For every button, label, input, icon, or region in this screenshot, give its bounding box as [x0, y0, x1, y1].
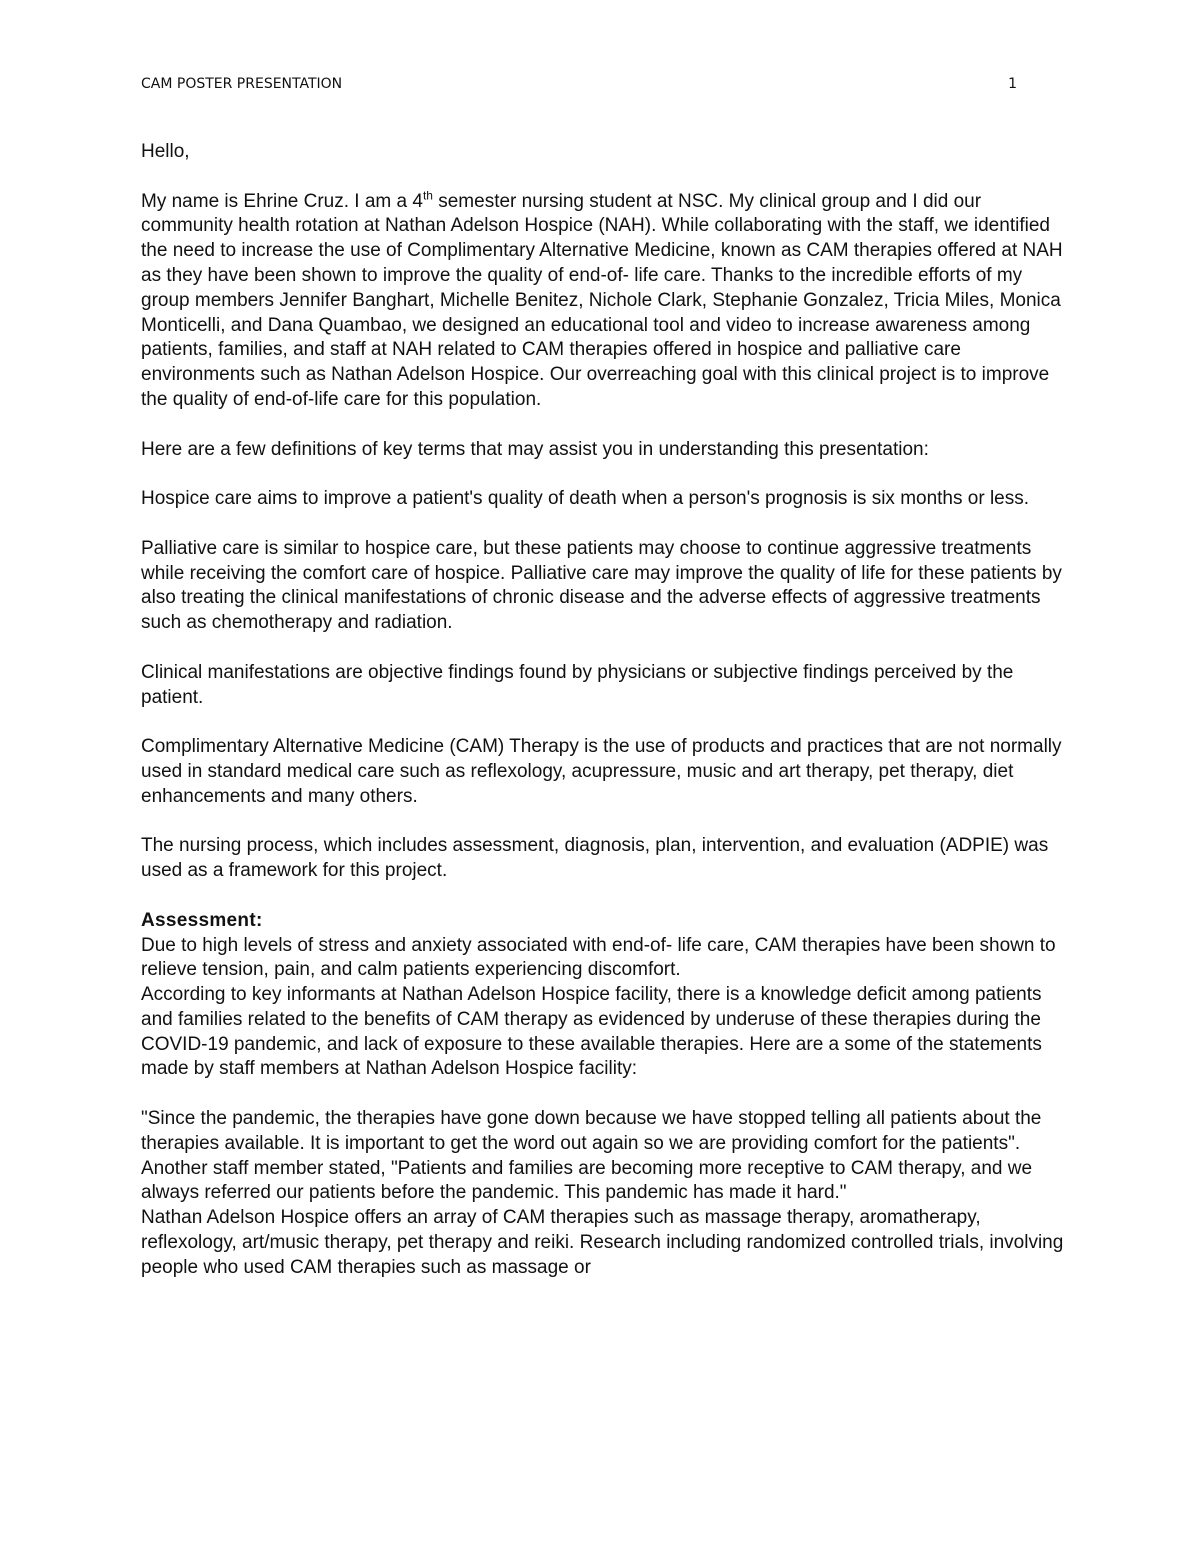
intro-text-2: semester nursing student at NSC. My clinical group and I did our community health rotation at Nathan Adelson Hospice (NAH). While collaborating with the staff, we identified the need to increase the use of Complimentary Alternative Medicine, known as CAM therapies offered at NAH as they have been shown to improve the quality of end-of- life care. Thanks to the incredible efforts of my group members Jennifer Banghart, Michelle Benitez, Nichole Clark, Stephanie Gonzalez, Tricia Miles, Monica Monticelli, and Dana Quambao, we designed an educational tool and video to increase awareness among patients, families, and staff at NAH related to CAM therapies offered in hospice and palliative care environments such as Nathan Adelson Hospice. Our overreaching goal with this clinical project is to improve the quality of end-of-life care for this population. — [141, 190, 1063, 410]
greeting: Hello, — [141, 141, 190, 162]
nursing-process-paragraph: The nursing process, which includes assessment, diagnosis, plan, intervention, and evaluation (ADPIE) was used as a framework for this project. — [141, 835, 1049, 882]
definition-hospice: Hospice care aims to improve a patient's quality of death when a person's prognosis is six months or less. — [141, 488, 1030, 510]
assessment-heading: Assessment: — [141, 909, 263, 931]
definitions-intro: Here are a few definitions of key terms that may assist you in understanding this presentation: — [141, 438, 929, 460]
definition-cam: Complimentary Alternative Medicine (CAM) Therapy is the use of products and practices that are not normally used in standard medical care such as reflexology, acupressure, music and art therapy, pet therapy, diet enhancements and many others. — [141, 736, 1062, 807]
ordinal-superscript: th — [422, 188, 433, 203]
definition-clinical-manifestations: Clinical manifestations are objective findings found by physicians or subjective findings perceived by the patient. — [141, 661, 1014, 708]
page-header — [141, 76, 1017, 98]
document-body — [141, 140, 1065, 1281]
definition-palliative: Palliative care is similar to hospice care, but these patients may choose to continue aggressive treatments while receiving the comfort care of hospice. Palliative care may improve the quality of life for these patients by also treating the clinical manifestations of chronic disease and the adverse effects of aggressive treatments such as chemotherapy and radiation. — [141, 537, 1062, 634]
intro-text-1: My name is Ehrine Cruz. I am a 4 — [141, 190, 423, 212]
staff-quote: "Since the pandemic, the therapies have gone down because we have stopped telling all patients about the therapies available. It is important to get the word out again so we are providing comfort for the patients". Another staff member stated, "Patients and families are becoming more receptive to CAM therapy, and we always referred our patients before the pandemic. This pandemic has made it hard." — [141, 1108, 1042, 1204]
page-number: 1 — [1008, 76, 1017, 92]
running-head: CAM POSTER PRESENTATION — [141, 76, 343, 92]
assessment-paragraph-1: Due to high levels of stress and anxiety associated with end-of- life care, CAM therapies have been shown to relieve tension, pain, and calm patients experiencing discomfort. — [141, 934, 1056, 981]
assessment-paragraph-2: According to key informants at Nathan Adelson Hospice facility, there is a knowledge deficit among patients and families related to the benefits of CAM therapy as evidenced by underuse of these therapies during the COVID-19 pandemic, and lack of exposure to these available therapies. Here are a some of the statements made by staff members at Nathan Adelson Hospice facility: — [141, 984, 1042, 1080]
assessment-paragraph-3: Nathan Adelson Hospice offers an array of CAM therapies such as massage therapy, aromatherapy, reflexology, art/music therapy, pet therapy and reiki. Research including randomized controlled trials, involving people who used CAM therapies such as massage or — [141, 1207, 1064, 1278]
intro-paragraph — [141, 190, 1065, 413]
